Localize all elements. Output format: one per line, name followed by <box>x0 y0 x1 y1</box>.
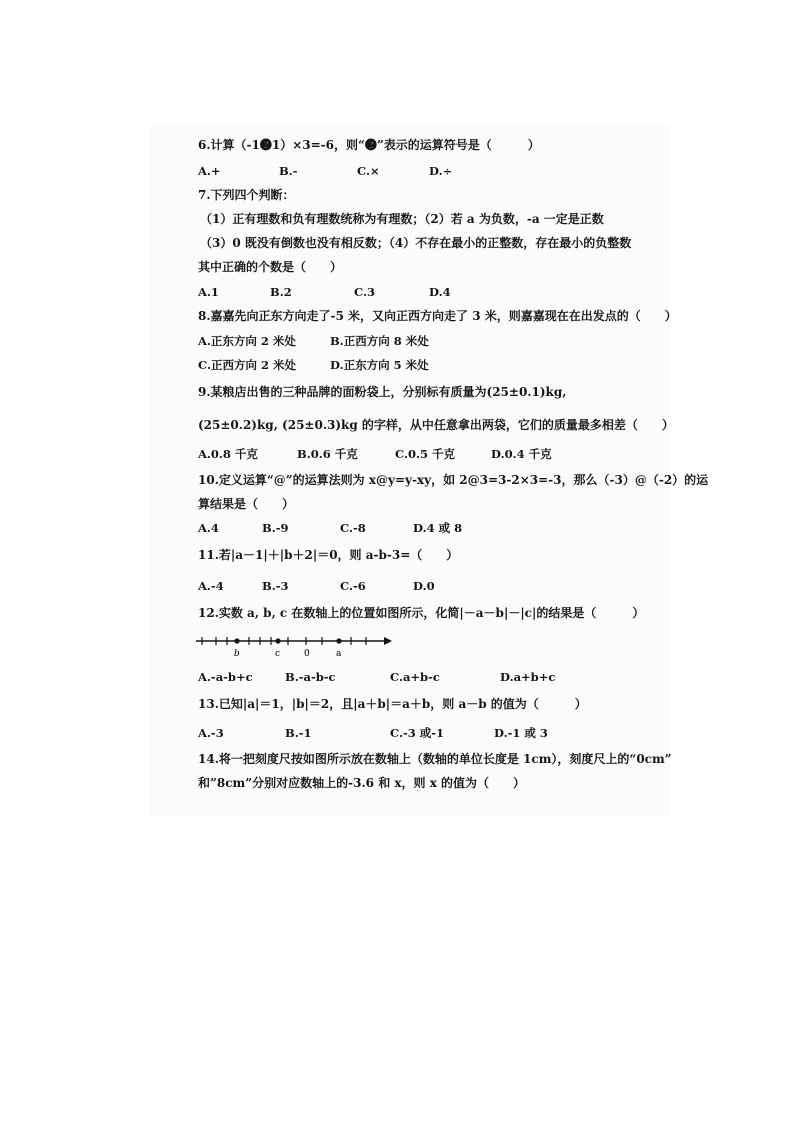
q13-option-b: B.-1 <box>285 726 312 740</box>
q9-option-a: A.0.8 千克 <box>198 447 258 461</box>
q11-stem: 11.若|a－1|＋|b＋2|＝0，则 a-b-3=（ ） <box>198 548 459 562</box>
label-a: a <box>336 649 342 659</box>
q8-option-d: D.正东方向 5 米处 <box>330 358 429 372</box>
q13-option-a: A.-3 <box>198 726 224 740</box>
q10-option-d: D.4 或 8 <box>413 521 463 535</box>
q6-option-b: B.- <box>279 164 298 178</box>
label-b: b <box>234 649 240 659</box>
q7-statement-3-4: （3）0 既没有倒数也没有相反数；（4）不存在最小的正整数，存在最小的负整数 <box>200 236 632 250</box>
q6-option-d: D.÷ <box>429 164 453 178</box>
q12-option-c: C.a+b-c <box>390 670 440 684</box>
q11-option-c: C.-6 <box>340 579 366 593</box>
q13-stem: 13.已知|a|＝1，|b|＝2，且|a＋b|＝a＋b，则 a－b 的值为（ ） <box>198 697 587 711</box>
q10-stem-cont: 算结果是（ ） <box>198 497 295 511</box>
q14-stem: 14.将一把刻度尺按如图所示放在数轴上（数轴的单位长度是 1cm），刻度尺上的“0cm” <box>198 752 672 766</box>
label-zero: 0 <box>304 649 310 659</box>
q14-stem-cont: 和”8cm”分别对应数轴上的-3.6 和 x，则 x 的值为（ ） <box>198 776 526 790</box>
q7-stem: 7.下列四个判断： <box>198 188 295 202</box>
q13-option-d: D.-1 或 3 <box>494 726 548 740</box>
q12-number-line-figure <box>194 632 394 662</box>
q11-option-b: B.-3 <box>262 579 289 593</box>
q11-option-d: D.0 <box>413 579 435 593</box>
q9-option-d: D.0.4 千克 <box>491 447 552 461</box>
number-line-arrow-icon <box>384 637 392 645</box>
q12-option-b: B.-a-b-c <box>285 670 336 684</box>
q8-option-a: A.正东方向 2 米处 <box>198 334 296 348</box>
q7-statement-1-2: （1）正有理数和负有理数统称为有理数；（2）若 a 为负数，-a 一定是正数 <box>200 212 604 226</box>
label-c: c <box>275 649 281 659</box>
q11-option-a: A.-4 <box>198 579 224 593</box>
q6-stem: 6.计算（-1❷1）×3=-6，则“❷”表示的运算符号是（ ） <box>198 138 540 152</box>
q10-stem: 10.定义运算“@”的运算法则为 x@y=y-xy，如 2@3=3-2×3=-3，那么（-3）@（-2）的运 <box>198 473 709 487</box>
q8-option-c: C.正西方向 2 米处 <box>198 358 296 372</box>
q12-stem: 12.实数 a, b, c 在数轴上的位置如图所示，化简|－a－b|－|c|的结果是（ ） <box>198 606 645 620</box>
q8-option-b: B.正西方向 8 米处 <box>330 334 429 348</box>
q8-stem: 8.嘉嘉先向正东方向走了-5 米，又向正西方向走了 3 米，则嘉嘉现在在出发点的（ ） <box>198 309 677 323</box>
q7-option-d: D.4 <box>429 285 451 299</box>
q9-option-c: C.0.5 千克 <box>395 447 455 461</box>
q9-stem: 9.某粮店出售的三种品牌的面粉袋上，分别标有质量为(25±0.1)kg, <box>198 385 567 399</box>
point-b <box>234 638 239 643</box>
q7-option-c: C.3 <box>354 285 375 299</box>
q10-option-c: C.-8 <box>340 521 366 535</box>
q10-option-a: A.4 <box>198 521 219 535</box>
q13-option-c: C.-3 或-1 <box>390 726 445 740</box>
q10-option-b: B.-9 <box>262 521 289 535</box>
point-c <box>275 638 280 643</box>
point-a <box>336 638 341 643</box>
q9-option-b: B.0.6 千克 <box>297 447 358 461</box>
q12-option-d: D.a+b+c <box>500 670 556 684</box>
q7-option-a: A.1 <box>198 285 219 299</box>
q7-option-b: B.2 <box>270 285 292 299</box>
q6-option-a: A.+ <box>198 164 221 178</box>
q7-question: 其中正确的个数是（ ） <box>198 260 343 274</box>
q6-option-c: C.× <box>357 164 380 178</box>
q9-stem-cont: (25±0.2)kg, (25±0.3)kg 的字样，从中任意拿出两袋，它们的质量最多相差（ ） <box>198 418 674 432</box>
q12-option-a: A.-a-b+c <box>198 670 253 684</box>
